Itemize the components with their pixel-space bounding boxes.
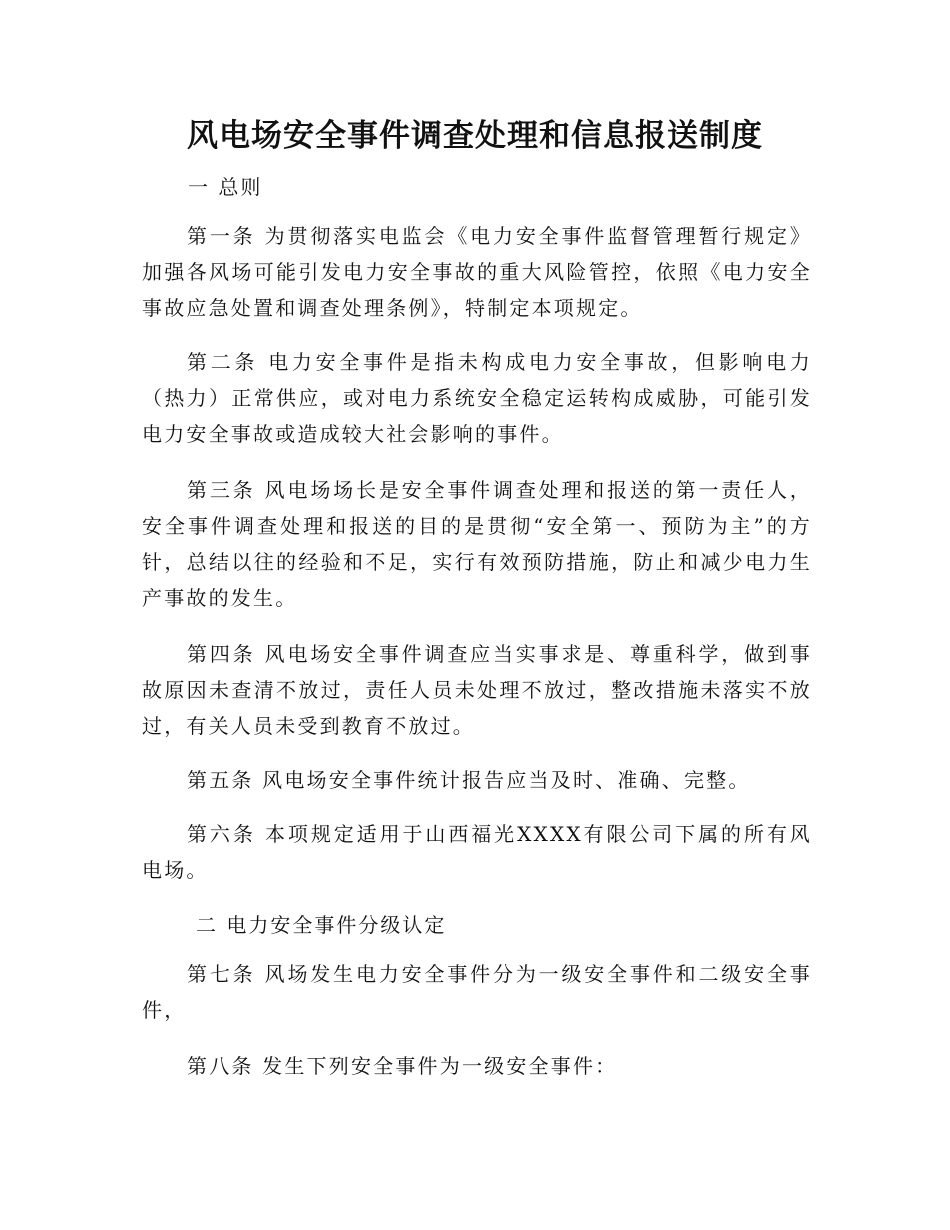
article-1: 第一条 为贯彻落实电监会《电力安全事件监督管理暂行规定》加强各风场可能引发电力安全事故的重大风险管控，依照《电力安全事故应急处置和调查处理条例》，特制定本项规定。 xyxy=(142,224,812,320)
article-6: 第六条 本项规定适用于山西福光XXXX有限公司下属的所有风电场。 xyxy=(142,822,812,882)
article-8: 第八条 发生下列安全事件为一级安全事件： xyxy=(187,1054,618,1078)
section-heading-general: 一 总则 xyxy=(188,175,263,199)
document-title: 风电场安全事件调查处理和信息报送制度 xyxy=(187,118,763,154)
article-7: 第七条 风场发生电力安全事件分为一级安全事件和二级安全事件， xyxy=(142,962,812,1022)
section-heading-classification: 二 电力安全事件分级认定 xyxy=(196,913,447,937)
article-4: 第四条 风电场安全事件调查应当实事求是、尊重科学，做到事故原因未查清不放过，责任人员未处理不放过，整改措施未落实不放过，有关人员未受到教育不放过。 xyxy=(142,642,812,738)
article-3: 第三条 风电场场长是安全事件调查处理和报送的第一责任人，安全事件调查处理和报送的目的是贯彻“安全第一、预防为主”的方针，总结以往的经验和不足，实行有效预防措施，防止和减少电力生产事故的发生。 xyxy=(142,478,812,610)
article-2: 第二条 电力安全事件是指未构成电力安全事故，但影响电力（热力）正常供应，或对电力系统安全稳定运转构成威胁，可能引发电力安全事故或造成较大社会影响的事件。 xyxy=(142,350,812,446)
article-5: 第五条 风电场安全事件统计报告应当及时、准确、完整。 xyxy=(187,768,751,792)
